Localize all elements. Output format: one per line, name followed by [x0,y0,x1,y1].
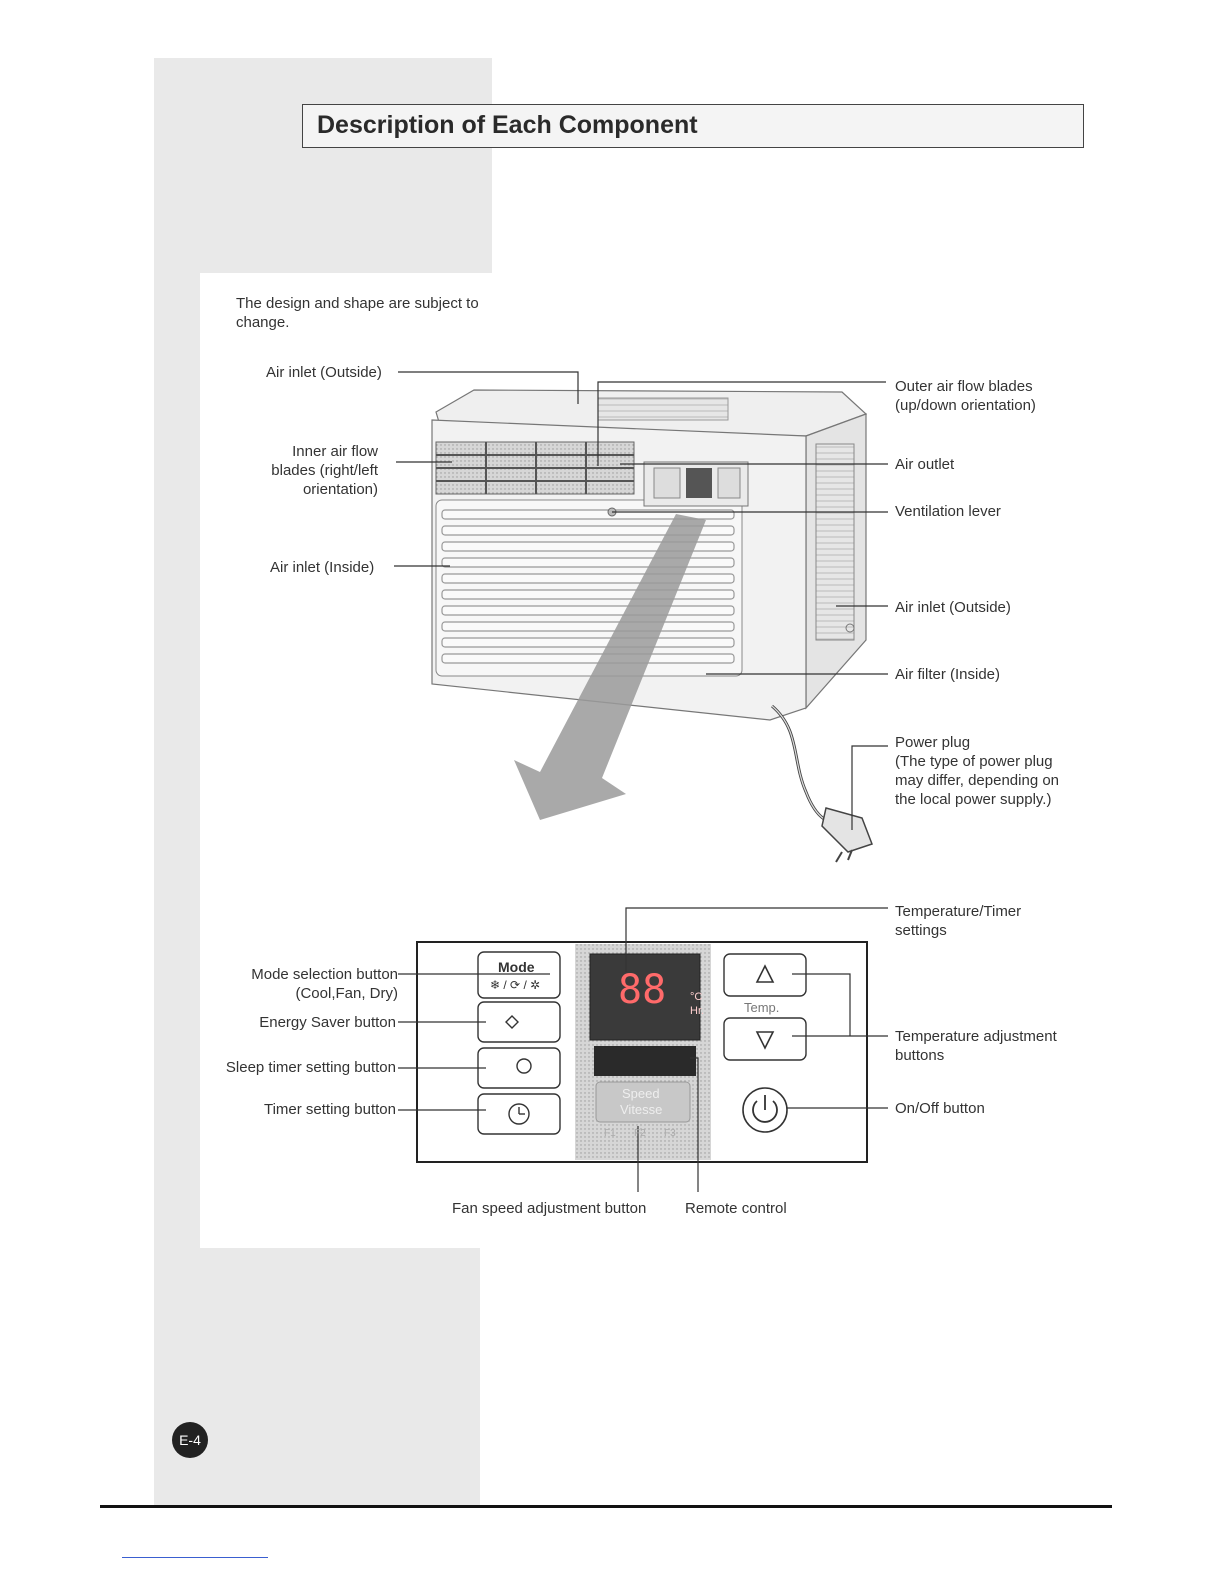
inner-blades-line-2: blades (right/left [271,462,378,479]
outer-blades-line-2: (up/down orientation) [895,397,1036,414]
footer-link-rule [122,1557,268,1558]
label-inner-air-flow-blades [240,442,378,499]
label-timer-setting: Timer setting button [263,1101,396,1118]
temp-timer-line-1: Temperature/Timer [895,903,1022,920]
label-remote-control: Remote control [685,1200,787,1217]
page-number-badge: E-4 [172,1422,208,1458]
label-temp-timer-settings [895,902,1021,940]
label-air-inlet-outside-side: Air inlet (Outside) [895,599,1011,616]
display-unit-hours: Hr. [690,1005,705,1017]
label-ventilation-lever: Ventilation lever [895,503,1001,520]
display-digits: 88 [618,967,667,1013]
mode-line-1: Mode selection button [251,966,398,983]
mode-button-label[interactable]: Mode [498,959,535,975]
label-air-inlet-outside-top: Air inlet (Outside) [266,364,382,381]
temp-adjust-line-2: buttons [895,1047,945,1064]
speed-label[interactable]: Speed [622,1086,660,1101]
label-power-plug [895,733,1059,809]
label-outer-air-flow-blades [895,377,1036,415]
label-air-outlet: Air outlet [895,456,955,473]
mode-icons: ❄ / ⟳ / ✲ [490,978,541,992]
outer-blades-line-1: Outer air flow blades [895,378,1033,395]
label-energy-saver: Energy Saver button [259,1014,396,1031]
power-plug-line-4: the local power supply.) [895,791,1052,808]
inner-blades-line-3: orientation) [302,481,378,498]
label-sleep-timer: Sleep timer setting button [225,1059,396,1076]
label-temp-adjustment [895,1027,1057,1065]
design-note-text: The design and shape are subject to change. [236,295,479,331]
ac-unit [432,390,872,862]
speed-label-fr: Vitesse [620,1102,663,1117]
power-plug-line-2: (The type of power plug [895,753,1053,770]
bottom-rule [100,1505,1112,1508]
speed-step-3: F3 [664,1128,676,1139]
mode-line-2: (Cool,Fan, Dry) [295,985,398,1002]
power-plug-line-3: may differ, depending on [895,772,1060,789]
speed-step-2: F2 [634,1128,646,1139]
label-air-inlet-inside: Air inlet (Inside) [270,559,375,576]
label-mode-selection [200,965,398,1003]
label-air-filter: Air filter (Inside) [895,666,1001,683]
temp-label: Temp. [744,1000,780,1015]
display-unit-celsius: °C [690,991,703,1003]
temp-adjust-line-1: Temperature adjustment [895,1028,1057,1045]
label-onoff: On/Off button [895,1100,985,1117]
page-title: Description of Each Component [317,111,698,139]
label-fan-speed: Fan speed adjustment button [452,1200,647,1217]
speed-step-1: F1 [604,1128,616,1139]
power-plug-line-1: Power plug [895,734,971,751]
inner-blades-line-1: Inner air flow [292,443,378,460]
temp-timer-line-2: settings [895,922,947,939]
